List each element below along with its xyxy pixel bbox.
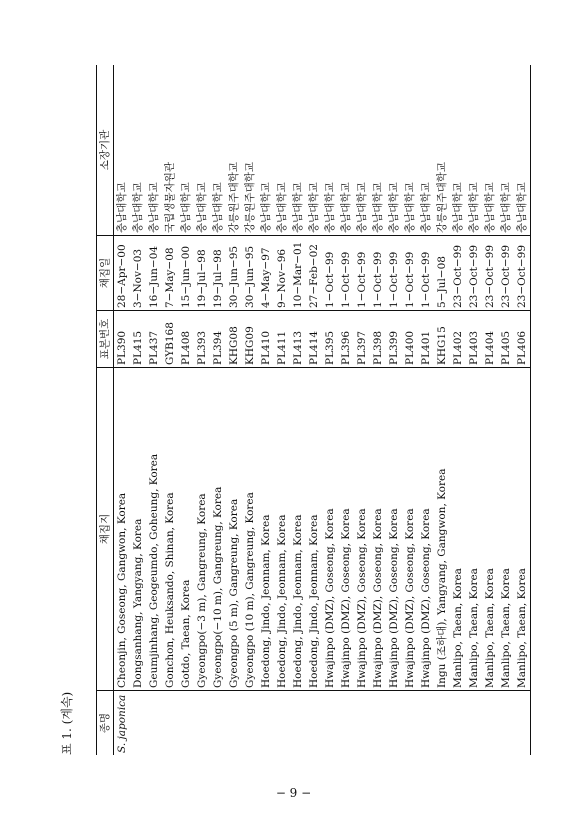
cell-date: 4−May−97: [258, 236, 274, 311]
cell-site: Hwajinpo (DMZ), Goseong, Korea: [418, 368, 434, 691]
table-row: [306, 65, 322, 755]
cell-species: [258, 691, 274, 756]
table-row: [370, 65, 386, 755]
table-row: [226, 65, 242, 755]
cell-institution: 강릉원주대학교: [226, 65, 242, 236]
cell-institution: 충남대학교: [354, 65, 370, 236]
cell-voucher: PL410: [258, 311, 274, 368]
cell-voucher: PL401: [418, 311, 434, 368]
cell-date: 5−Jul−08: [434, 236, 450, 311]
cell-species: [130, 691, 146, 756]
cell-species: [162, 691, 178, 756]
cell-voucher: PL400: [402, 311, 418, 368]
cell-institution: 충남대학교: [514, 65, 531, 236]
table-row: [242, 65, 258, 755]
cell-date: 1−Oct−99: [370, 236, 386, 311]
cell-institution: 충남대학교: [130, 65, 146, 236]
cell-date: 16−Jun−04: [146, 236, 162, 311]
cell-species: [418, 691, 434, 756]
cell-species: [178, 691, 194, 756]
cell-site: Hoedong, Jindo, Jeonnam, Korea: [258, 368, 274, 691]
cell-institution: 충남대학교: [466, 65, 482, 236]
cell-site: Manlipo, Taean, Korea: [514, 368, 531, 691]
specimen-table: [96, 65, 531, 755]
cell-date: 1−Oct−99: [354, 236, 370, 311]
cell-species: [146, 691, 162, 756]
cell-site: Geumjinhang, Geogeumdo, Goheung, Korea: [146, 368, 162, 691]
cell-species: [402, 691, 418, 756]
cell-voucher: KHG09: [242, 311, 258, 368]
cell-institution: 충남대학교: [498, 65, 514, 236]
cell-voucher: PL405: [498, 311, 514, 368]
cell-date: 10−Mar−01: [290, 236, 306, 311]
table-row: [114, 65, 131, 755]
cell-species: [194, 691, 210, 756]
header-species: 종명: [97, 691, 114, 756]
table-row: [178, 65, 194, 755]
table-row: [322, 65, 338, 755]
cell-date: 23−Oct−99: [466, 236, 482, 311]
cell-date: 1−Oct−99: [322, 236, 338, 311]
cell-species: [242, 691, 258, 756]
cell-voucher: PL403: [466, 311, 482, 368]
cell-institution: 충남대학교: [370, 65, 386, 236]
cell-site: Ingu (조하대), Yangyang, Gangwon, Korea: [434, 368, 450, 691]
table-row: [514, 65, 531, 755]
table-row: [354, 65, 370, 755]
cell-site: Gyeongpo(−3 m), Gangreung, Korea: [194, 368, 210, 691]
header-date: 채집일: [97, 236, 114, 311]
cell-species: [482, 691, 498, 756]
header-site: 채집지: [97, 368, 114, 691]
cell-voucher: PL397: [354, 311, 370, 368]
cell-institution: 충남대학교: [274, 65, 290, 236]
cell-voucher: PL390: [114, 311, 131, 368]
header-institution: 소장기관: [97, 65, 114, 236]
cell-species: [434, 691, 450, 756]
table-row: [274, 65, 290, 755]
cell-species: [290, 691, 306, 756]
cell-species: [450, 691, 466, 756]
cell-site: Gonchon, Heuksando, Shinan, Korea: [162, 368, 178, 691]
page-number: − 9 −: [275, 786, 312, 800]
table-row: [434, 65, 450, 755]
rotated-table-region: [60, 65, 528, 755]
cell-institution: 충남대학교: [194, 65, 210, 236]
cell-voucher: PL402: [450, 311, 466, 368]
cell-species: [514, 691, 531, 756]
cell-voucher: PL406: [514, 311, 531, 368]
cell-site: Hwajinpo (DMZ), Goseong, Korea: [338, 368, 354, 691]
cell-species: [370, 691, 386, 756]
table-row: [418, 65, 434, 755]
cell-site: Hoedong, Jindo, Jeonnam, Korea: [290, 368, 306, 691]
table-row: [162, 65, 178, 755]
table-row: [146, 65, 162, 755]
cell-voucher: PL399: [386, 311, 402, 368]
cell-site: Gyeongpo (10 m), Gangreung, Korea: [242, 368, 258, 691]
cell-institution: 강릉원주대학교: [434, 65, 450, 236]
table-caption: 표 1. (계속): [60, 691, 74, 755]
cell-institution: 충남대학교: [386, 65, 402, 236]
cell-institution: 국립생물자원관: [162, 65, 178, 236]
cell-voucher: PL437: [146, 311, 162, 368]
table-row: [498, 65, 514, 755]
cell-site: Hwajinpo (DMZ), Goseong, Korea: [386, 368, 402, 691]
cell-date: 19−Jul−98: [194, 236, 210, 311]
table-body: [114, 65, 531, 755]
cell-site: Hoedong, Jindo, Jeonnam, Korea: [306, 368, 322, 691]
cell-site: Hwajinpo (DMZ), Goseong, Korea: [402, 368, 418, 691]
cell-institution: 강릉원주대학교: [242, 65, 258, 236]
cell-site: Manlipo, Taean, Korea: [450, 368, 466, 691]
cell-voucher: GYB168: [162, 311, 178, 368]
cell-voucher: PL411: [274, 311, 290, 368]
cell-voucher: PL404: [482, 311, 498, 368]
cell-institution: 충남대학교: [146, 65, 162, 236]
cell-date: 3−Nov−03: [130, 236, 146, 311]
cell-date: 15−Jun−00: [178, 236, 194, 311]
cell-date: 1−Oct−99: [386, 236, 402, 311]
cell-voucher: PL415: [130, 311, 146, 368]
table-row: [210, 65, 226, 755]
cell-site: Manlipo, Taean, Korea: [466, 368, 482, 691]
cell-voucher: PL395: [322, 311, 338, 368]
cell-site: Cheonjin, Goseong, Gangwon, Korea: [114, 368, 131, 691]
cell-date: 23−Oct−99: [482, 236, 498, 311]
cell-institution: 충남대학교: [402, 65, 418, 236]
cell-date: 28−Apr−00: [114, 236, 131, 311]
cell-date: 30−Jun−95: [242, 236, 258, 311]
cell-voucher: PL398: [370, 311, 386, 368]
cell-voucher: KHG08: [226, 311, 242, 368]
cell-voucher: PL394: [210, 311, 226, 368]
cell-date: 23−Oct−99: [514, 236, 531, 311]
cell-voucher: PL413: [290, 311, 306, 368]
table-row: [130, 65, 146, 755]
cell-institution: 충남대학교: [338, 65, 354, 236]
cell-date: 30−Jun−95: [226, 236, 242, 311]
cell-species: [498, 691, 514, 756]
header-voucher: 표본번호: [97, 311, 114, 368]
table-row: [338, 65, 354, 755]
table-row: [194, 65, 210, 755]
cell-institution: 충남대학교: [482, 65, 498, 236]
cell-date: 19−Jul−98: [210, 236, 226, 311]
table-row: [482, 65, 498, 755]
cell-species: [210, 691, 226, 756]
cell-site: Hoedong, Jindo, Jeonnam, Korea: [274, 368, 290, 691]
header-row: [97, 65, 114, 755]
cell-species: S. japonica: [115, 694, 128, 753]
cell-institution: 충남대학교: [450, 65, 466, 236]
cell-date: 9−Nov−96: [274, 236, 290, 311]
cell-site: Gyeongpo (5 m), Gangreung, Korea: [226, 368, 242, 691]
cell-institution: 충남대학교: [418, 65, 434, 236]
cell-site: Gotdo, Taean, Korea: [178, 368, 194, 691]
table-row: [466, 65, 482, 755]
cell-institution: 충남대학교: [114, 65, 131, 236]
table-row: [450, 65, 466, 755]
cell-voucher: PL396: [338, 311, 354, 368]
table-row: [258, 65, 274, 755]
cell-institution: 충남대학교: [290, 65, 306, 236]
cell-voucher: PL414: [306, 311, 322, 368]
cell-voucher: PL408: [178, 311, 194, 368]
table-row: [402, 65, 418, 755]
cell-date: 23−Oct−99: [450, 236, 466, 311]
cell-species: [226, 691, 242, 756]
cell-date: 7−May−08: [162, 236, 178, 311]
cell-species: [466, 691, 482, 756]
cell-date: 1−Oct−99: [338, 236, 354, 311]
cell-institution: 충남대학교: [178, 65, 194, 236]
cell-institution: 충남대학교: [306, 65, 322, 236]
cell-site: Hwajinpo (DMZ), Goseong, Korea: [354, 368, 370, 691]
cell-site: Gyeongpo(−10 m), Gangreung, Korea: [210, 368, 226, 691]
cell-date: 27−Feb−02: [306, 236, 322, 311]
cell-species: [322, 691, 338, 756]
cell-site: Hwajinpo (DMZ), Goseong, Korea: [322, 368, 338, 691]
table-row: [290, 65, 306, 755]
cell-species: [354, 691, 370, 756]
cell-site: Dongsanhang, Yangyang, Korea: [130, 368, 146, 691]
cell-date: 1−Oct−99: [402, 236, 418, 311]
cell-institution: 충남대학교: [210, 65, 226, 236]
cell-species: [274, 691, 290, 756]
cell-site: Hwajinpo (DMZ), Goseong, Korea: [370, 368, 386, 691]
cell-date: 1−Oct−99: [418, 236, 434, 311]
cell-date: 23−Oct−99: [498, 236, 514, 311]
cell-site: Manlipo, Taean, Korea: [498, 368, 514, 691]
cell-species: [306, 691, 322, 756]
cell-site: Manlipo, Taean, Korea: [482, 368, 498, 691]
table-row: [386, 65, 402, 755]
cell-voucher: PL393: [194, 311, 210, 368]
cell-species: [386, 691, 402, 756]
cell-species: [338, 691, 354, 756]
cell-institution: 충남대학교: [258, 65, 274, 236]
cell-voucher: KHG15: [434, 311, 450, 368]
cell-institution: 충남대학교: [322, 65, 338, 236]
table-header: [97, 65, 114, 755]
